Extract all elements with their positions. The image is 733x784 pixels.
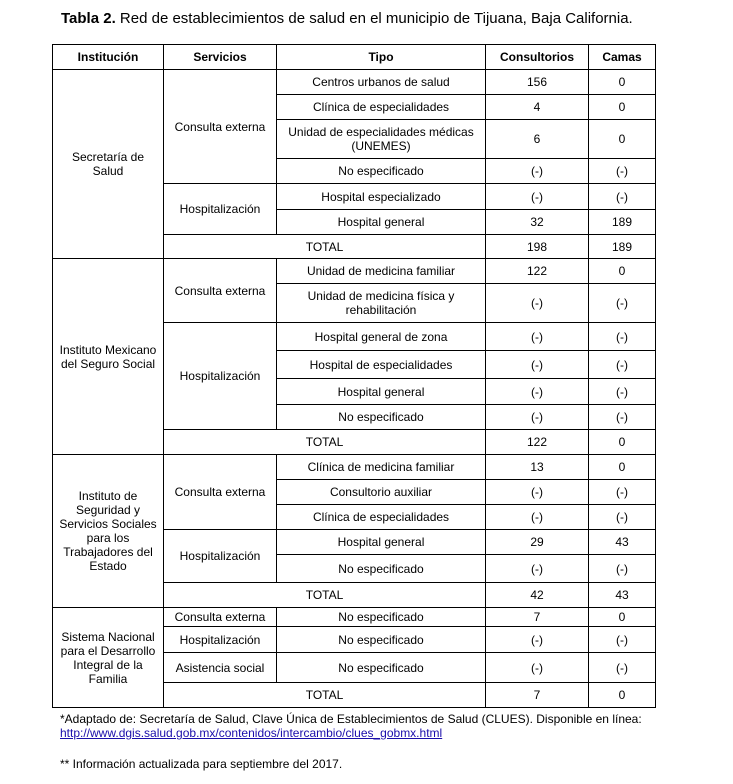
consultorios-cell: (-) xyxy=(486,627,589,653)
header-consultorios: Consultorios xyxy=(486,45,589,70)
table-caption xyxy=(61,9,701,29)
tipo-cell: No especificado xyxy=(277,405,486,430)
tipo-cell: Hospital general xyxy=(277,379,486,405)
tipo-cell: Hospital general xyxy=(277,530,486,555)
camas-cell: 43 xyxy=(589,530,656,555)
tipo-cell: Unidad de especialidades médicas (UNEMES) xyxy=(277,120,486,159)
camas-cell: (-) xyxy=(589,653,656,683)
camas-cell: (-) xyxy=(589,284,656,323)
camas-cell: 0 xyxy=(589,70,656,95)
tipo-cell: Hospital de especialidades xyxy=(277,351,486,379)
consultorios-cell: 7 xyxy=(486,608,589,627)
tipo-cell: No especificado xyxy=(277,653,486,683)
total-consultorios: 42 xyxy=(486,583,589,608)
consultorios-cell: (-) xyxy=(486,555,589,583)
service-cell: Consulta externa xyxy=(164,70,277,184)
consultorios-cell: 29 xyxy=(486,530,589,555)
tipo-cell: Clínica de medicina familiar xyxy=(277,455,486,480)
table-caption-text: Red de establecimientos de salud en el municipio de Tijuana, Baja California. xyxy=(119,10,633,27)
camas-cell: 0 xyxy=(589,95,656,120)
tipo-cell: No especificado xyxy=(277,555,486,583)
tipo-cell: Unidad de medicina física y rehabilitación xyxy=(277,284,486,323)
source-note xyxy=(60,712,660,740)
table-row xyxy=(53,70,656,95)
camas-cell: (-) xyxy=(589,184,656,210)
tipo-cell: No especificado xyxy=(277,627,486,653)
camas-cell: (-) xyxy=(589,627,656,653)
tipo-cell: Clínica de especialidades xyxy=(277,505,486,530)
service-cell: Consulta externa xyxy=(164,455,277,530)
health-facilities-table xyxy=(52,44,656,708)
header-servicios: Servicios xyxy=(164,45,277,70)
total-consultorios: 198 xyxy=(486,235,589,259)
camas-cell: (-) xyxy=(589,480,656,505)
camas-cell: 0 xyxy=(589,259,656,284)
header-institucion: Institución xyxy=(53,45,164,70)
tipo-cell: No especificado xyxy=(277,608,486,627)
consultorios-cell: (-) xyxy=(486,159,589,184)
total-camas: 43 xyxy=(589,583,656,608)
header-row xyxy=(53,45,656,70)
service-cell: Consulta externa xyxy=(164,259,277,323)
total-label: TOTAL xyxy=(164,235,486,259)
consultorios-cell: (-) xyxy=(486,379,589,405)
tipo-cell: Centros urbanos de salud xyxy=(277,70,486,95)
total-camas: 0 xyxy=(589,430,656,455)
source-note-text: *Adaptado de: Secretaría de Salud, Clave Única de Establecimientos de Salud (CLUES). Disponible en línea: xyxy=(60,712,642,726)
camas-cell: 189 xyxy=(589,210,656,235)
consultorios-cell: 6 xyxy=(486,120,589,159)
consultorios-cell: 13 xyxy=(486,455,589,480)
consultorios-cell: (-) xyxy=(486,284,589,323)
service-cell: Hospitalización xyxy=(164,530,277,583)
header-camas: Camas xyxy=(589,45,656,70)
service-cell: Asistencia social xyxy=(164,653,277,683)
table-row xyxy=(53,608,656,627)
consultorios-cell: 32 xyxy=(486,210,589,235)
tipo-cell: No especificado xyxy=(277,159,486,184)
table-caption-label: Tabla 2. xyxy=(61,10,116,27)
consultorios-cell: (-) xyxy=(486,480,589,505)
tipo-cell: Unidad de medicina familiar xyxy=(277,259,486,284)
institution-cell: Secretaría de Salud xyxy=(53,70,164,259)
camas-cell: 0 xyxy=(589,455,656,480)
camas-cell: (-) xyxy=(589,505,656,530)
consultorios-cell: (-) xyxy=(486,505,589,530)
consultorios-cell: 122 xyxy=(486,259,589,284)
camas-cell: (-) xyxy=(589,323,656,351)
header-tipo: Tipo xyxy=(277,45,486,70)
consultorios-cell: (-) xyxy=(486,323,589,351)
service-cell: Hospitalización xyxy=(164,323,277,430)
camas-cell: (-) xyxy=(589,351,656,379)
tipo-cell: Hospital general xyxy=(277,210,486,235)
camas-cell: 0 xyxy=(589,608,656,627)
total-consultorios: 7 xyxy=(486,683,589,708)
consultorios-cell: (-) xyxy=(486,653,589,683)
service-cell: Consulta externa xyxy=(164,608,277,627)
consultorios-cell: 156 xyxy=(486,70,589,95)
camas-cell: (-) xyxy=(589,379,656,405)
institution-cell: Instituto de Seguridad y Servicios Sociales para los Trabajadores del Estado xyxy=(53,455,164,608)
total-label: TOTAL xyxy=(164,430,486,455)
service-cell: Hospitalización xyxy=(164,184,277,235)
camas-cell: (-) xyxy=(589,159,656,184)
total-camas: 0 xyxy=(589,683,656,708)
service-cell: Hospitalización xyxy=(164,627,277,653)
total-camas: 189 xyxy=(589,235,656,259)
camas-cell: (-) xyxy=(589,405,656,430)
table-row xyxy=(53,455,656,480)
camas-cell: (-) xyxy=(589,555,656,583)
update-note: ** Información actualizada para septiembre del 2017. xyxy=(60,757,343,771)
source-link[interactable]: http://www.dgis.salud.gob.mx/contenidos/intercambio/clues_gobmx.html xyxy=(60,726,443,740)
consultorios-cell: 4 xyxy=(486,95,589,120)
institution-cell: Instituto Mexicano del Seguro Social xyxy=(53,259,164,455)
total-label: TOTAL xyxy=(164,583,486,608)
tipo-cell: Clínica de especialidades xyxy=(277,95,486,120)
table-row xyxy=(53,259,656,284)
tipo-cell: Hospital especializado xyxy=(277,184,486,210)
tipo-cell: Consultorio auxiliar xyxy=(277,480,486,505)
total-label: TOTAL xyxy=(164,683,486,708)
consultorios-cell: (-) xyxy=(486,405,589,430)
consultorios-cell: (-) xyxy=(486,184,589,210)
institution-cell: Sistema Nacional para el Desarrollo Integral de la Familia xyxy=(53,608,164,708)
consultorios-cell: (-) xyxy=(486,351,589,379)
tipo-cell: Hospital general de zona xyxy=(277,323,486,351)
total-consultorios: 122 xyxy=(486,430,589,455)
camas-cell: 0 xyxy=(589,120,656,159)
